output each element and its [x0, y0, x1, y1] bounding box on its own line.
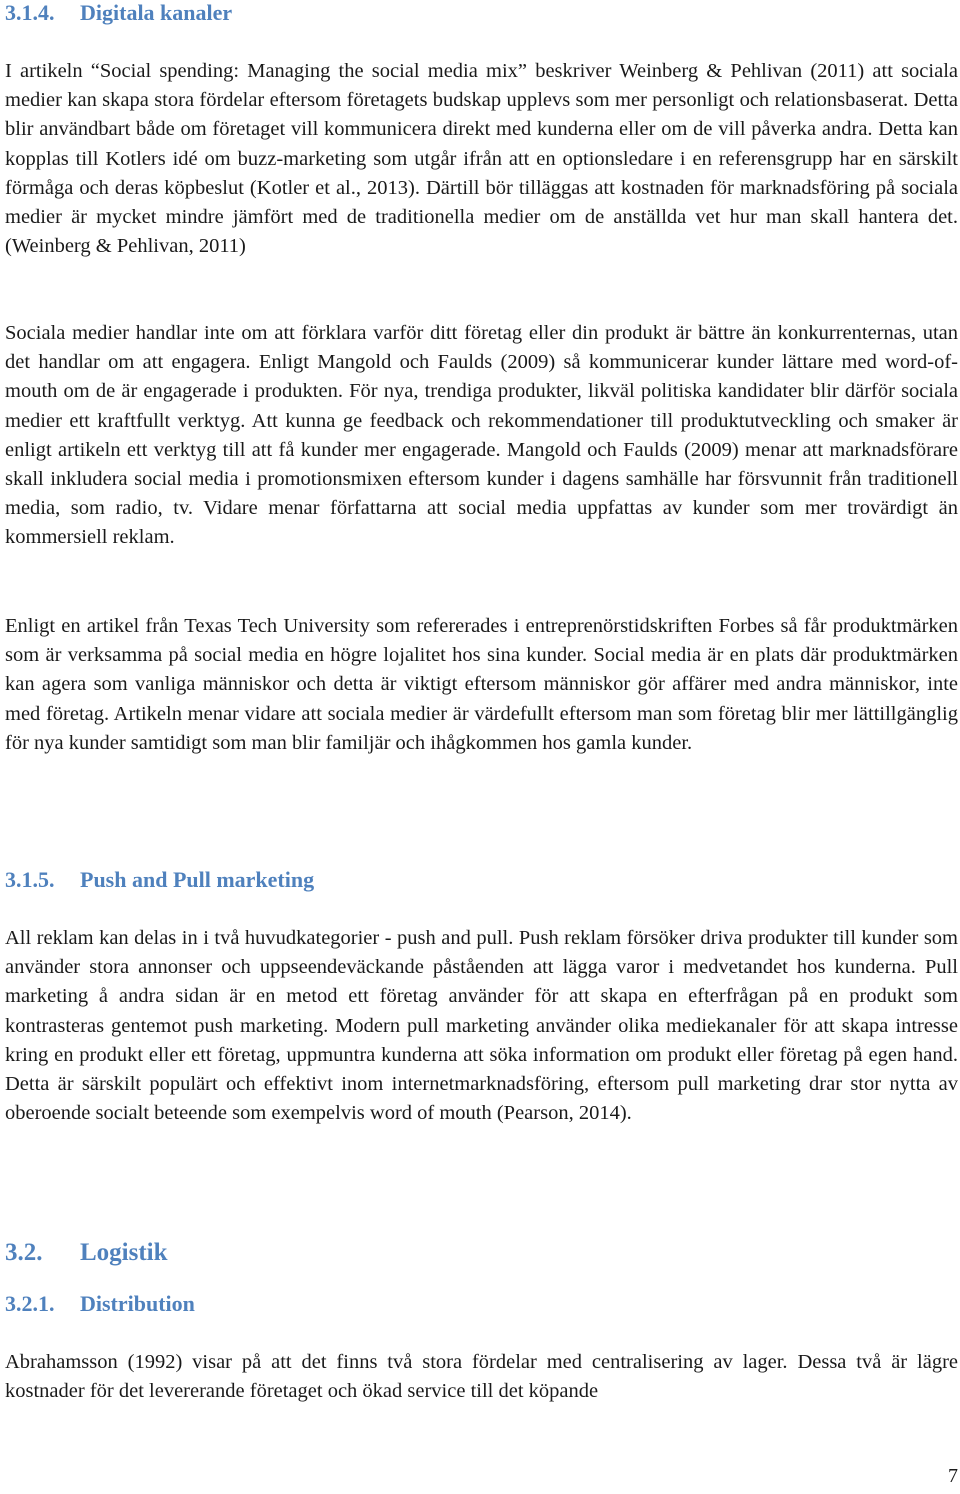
- paragraph-weinberg: I artikeln “Social spending: Managing the social media mix” beskriver Weinberg & Pehlivan (2011) att sociala medier kan skapa stora fördelar eftersom företagets budskap upplevs som mer personligt och relationsbaserat. Detta blir användbart både om företaget vill kommunicera direkt med kunderna eller om de vill påverka andra. Detta kan kopplas till Kotlers idé om buzz-marketing som utgår ifrån att en optionsledare i en referensgrupp har en särskilt förmåga och deras köpbeslut (Kotler et al., 2013). Därtill bör tilläggas att kostnaden för marknadsföring på sociala medier är mycket mindre jämfört med de traditionella medier om de anställda vet hur man skall hantera det. (Weinberg & Pehlivan, 2011): [5, 60, 958, 258]
- section-number: 3.2.: [5, 1239, 43, 1266]
- document-page: [5, 0, 958, 1494]
- section-number: 3.2.1.: [5, 1291, 55, 1316]
- paragraph-push-pull: All reklam kan delas in i två huvudkategorier - push and pull. Push reklam försöker driva produkter till kunder som använder stora annonser och uppseendeväckande påståenden att lägga varor i medvetandet hos kunderna. Pull marketing å andra sidan är en metod ett företag använder för att skapa en efterfrågan på en produkt som kontrasteras gentemot push marketing. Modern pull marketing använder olika mediekanaler för att skapa intresse kring en produkt eller ett företag, uppmuntra kunderna att söka information om produkt eller företag på egen hand. Detta är särskilt populärt och effektivt inom internetmarknadsföring, eftersom pull marketing drar stor nytta av oberoende socialt beteende som exempelvis word of mouth (Pearson, 2014).: [5, 927, 958, 1125]
- section-heading-3-2: [5, 1238, 168, 1268]
- section-title: Distribution: [80, 1291, 195, 1316]
- section-title: Push and Pull marketing: [80, 867, 315, 892]
- page-number: 7: [948, 1465, 958, 1487]
- section-title: Digitala kanaler: [80, 0, 233, 25]
- section-number: 3.1.4.: [5, 0, 55, 25]
- paragraph-mangold-faulds: Sociala medier handlar inte om att förklara varför ditt företag eller din produkt är bättre än konkurrenternas, utan det handlar om att engagera. Enligt Mangold och Faulds (2009) så kommunicerar kunder lättare med word-of-mouth om de är engagerade i produkten. För nya, trendiga produkter, likväl politiska kandidater blir därför sociala medier ett kraftfullt verktyg. Att kunna ge feedback och rekommendationer till produktutveckling och smaker är enligt artikeln ett verktyg till att få kunder mer engagerade. Mangold och Faulds (2009) menar att marknadsförare skall inkludera social media i promotionsmixen eftersom kunder i dagens samhälle har försvunnit från traditionell media, som radio, tv. Vidare menar författarna att social media uppfattas av kunder som mer trovärdigt än kommersiell reklam.: [5, 322, 958, 549]
- section-number: 3.1.5.: [5, 867, 55, 892]
- section-heading-3-1-5: [5, 867, 314, 893]
- paragraph-texas-tech: Enligt en artikel från Texas Tech University som refererades i entreprenörstidskriften Forbes så får produktmärken som är verksamma på social media en högre lojalitet hos sina kunder. Social media är en plats där produktmärken kan agera som vanliga människor och detta är viktigt eftersom människor gör affärer med andra människor, inte med företag. Artikeln menar vidare att sociala medier är värdefullt eftersom man som företag blir mer lättillgänglig för nya kunder samtidigt som man blir familjär och ihågkommen hos gamla kunder.: [5, 615, 958, 754]
- section-title: Logistik: [80, 1239, 168, 1266]
- section-heading-3-2-1: [5, 1291, 195, 1317]
- paragraph-abrahamsson: Abrahamsson (1992) visar på att det finns två stora fördelar med centralisering av lager. Dessa två är lägre kostnader för det levererande företaget och ökad service till det köpande: [5, 1351, 958, 1403]
- section-heading-3-1-4: [5, 0, 232, 26]
